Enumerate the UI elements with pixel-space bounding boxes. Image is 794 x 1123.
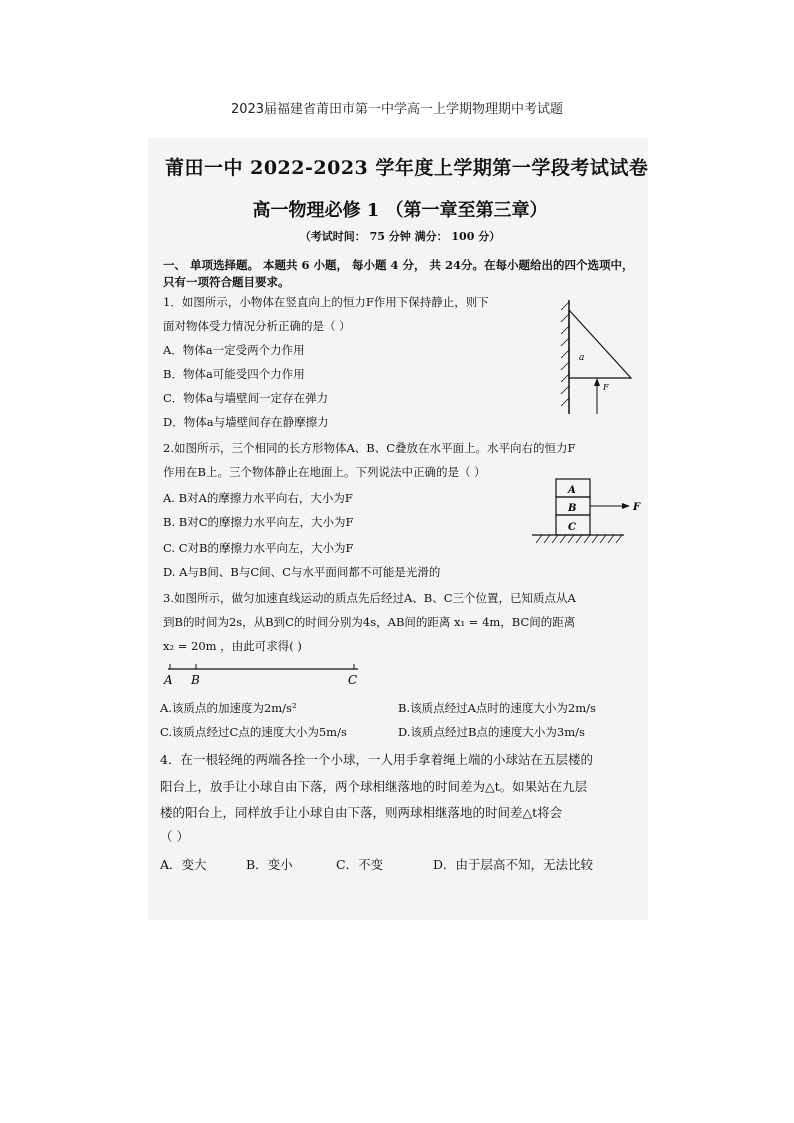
q4-option-c: C．不变 [336,857,384,872]
q1-option-d: D．物体a与墙壁间存在静摩擦力 [163,415,329,429]
q1-label-f: F [603,383,609,392]
q4-option-a: A．变大 [160,857,207,872]
q3-stem-line-2: 到B的时间为2s，从B到C的时间分别为4s，AB间的距离 x₁ = 4m，BC间的距离 [163,615,576,629]
q2-figure [528,475,646,549]
q2-label-b: B [568,503,577,514]
document-title: 2023届福建省莆田市第一中学高一上学期物理期中考试题 [230,102,564,117]
q4-option-b: B．变小 [246,857,293,872]
q4-stem-line-3: 楼的阳台上，同样放手让小球自由下落，则两球相继落地的时间差△t将会 [160,805,563,820]
q4-option-d: D．由于层高不知，无法比较 [433,857,594,872]
q1-stem-line-2: 面对物体受力情况分析正确的是（ ） [163,319,351,333]
q3-label-c: C [348,673,358,687]
q2-label-f: F [633,502,641,513]
q3-figure [160,660,370,688]
q3-label-b: B [191,673,200,687]
q3-option-b: B.该质点经过A点时的速度大小为2m/s [398,701,596,715]
q1-option-c: C．物体a与墙壁间一定存在弹力 [163,391,329,405]
q2-label-a: A [568,485,576,496]
section-heading: 一、 单项选择题。 本题共 6 小题， 每小题 4 分， 共 24分。在每小题给出的四个选项中，只有一项符合题目要求。 [163,258,634,289]
q4-stem-line-1: 4．在一根轻绳的两端各拴一个小球，一人用手拿着绳上端的小球站在五层楼的 [160,752,593,767]
q1-option-a: A．物体a一定受两个力作用 [163,343,305,357]
q2-option-b: B. B对C的摩擦力水平向左，大小为F [163,515,354,529]
q2-label-c: C [568,522,576,533]
exam-info: （考试时间： 75 分钟 满分： 100 分） [299,230,501,243]
q2-stem-line-1: 2.如图所示，三个相同的长方形物体A、B、C叠放在水平面上。水平向右的恒力F [163,441,576,455]
q2-stem-line-2: 作用在B上。三个物体静止在地面上。下列说法中正确的是（ ） [163,465,486,479]
q3-stem-line-3: x₂ = 20m ，由此可求得( ) [163,639,302,653]
q3-stem-line-1: 3.如图所示，做匀加速直线运动的质点先后经过A、B、C三个位置，已知质点从A [163,591,576,605]
q1-option-b: B．物体a可能受四个力作用 [163,367,305,381]
q1-label-a: a [579,353,585,363]
q2-ground-hatching [536,535,622,543]
q3-option-c: C.该质点经过C点的速度大小为5m/s [160,725,347,739]
q1-wall-hatching [561,302,569,406]
q1-force-arrowhead [594,378,600,386]
q4-stem-line-2: 阳台上，放手让小球自由下落，两个球相继落地的时间差为△t。如果站在九层 [160,779,588,794]
q3-option-d: D.该质点经过B点的速度大小为3m/s [398,725,585,739]
q2-option-d: D. A与B间、B与C间、C与水平面间都不可能是光滑的 [163,565,441,579]
exam-school-heading: 莆田一中 2022-2023 学年度上学期第一学段考试试卷 [165,157,649,179]
q2-option-a: A. B对A的摩擦力水平向右，大小为F [163,491,353,505]
q1-stem-line-1: 1．如图所示，小物体在竖直向上的恒力F作用下保持静止，则下 [163,295,489,309]
q3-option-a: A.该质点的加速度为2m/s² [160,701,297,715]
exam-subject-heading: 高一物理必修 1 （第一章至第三章） [252,200,548,221]
q4-stem-line-4: （ ） [160,829,189,844]
q1-figure [555,298,645,416]
q2-force-arrowhead [622,503,630,509]
q2-option-c: C. C对B的摩擦力水平向左，大小为F [163,541,354,555]
q1-block-a [569,310,631,378]
q3-label-a: A [164,673,173,687]
